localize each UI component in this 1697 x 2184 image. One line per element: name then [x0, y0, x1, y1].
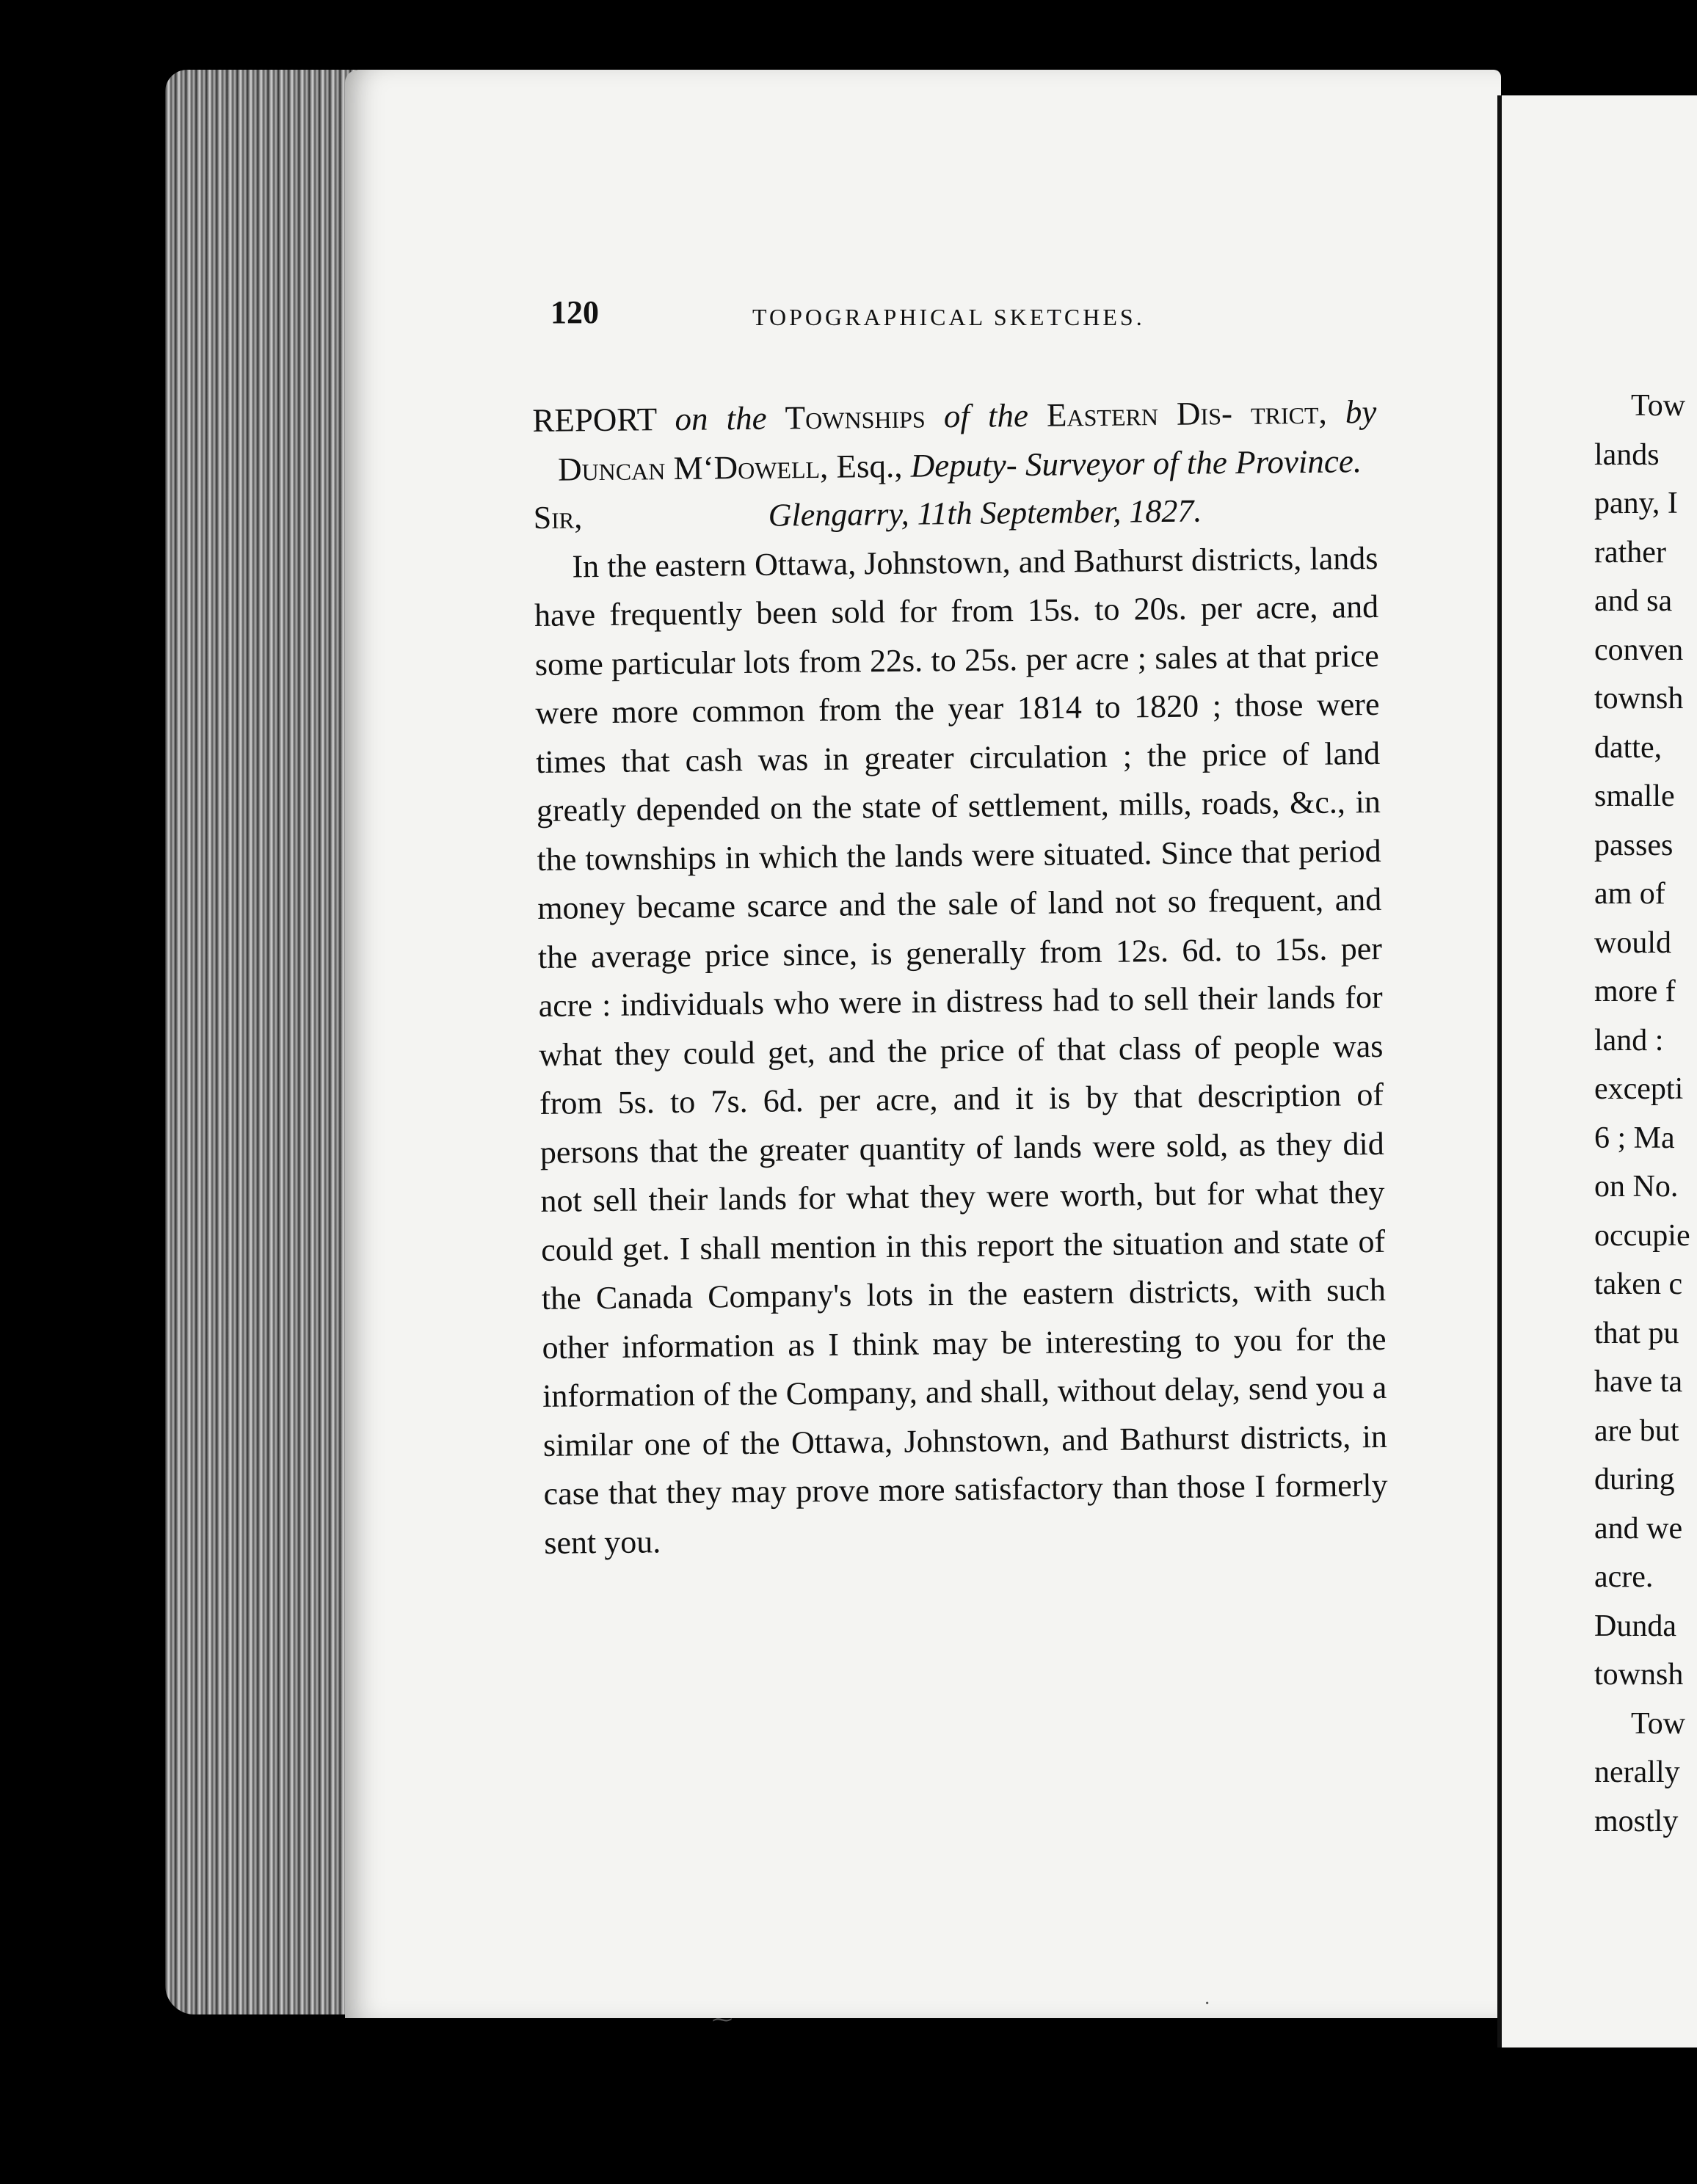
facing-page-line: are but [1594, 1413, 1679, 1448]
facing-page-line: smalle [1594, 779, 1675, 813]
book-page-edges [165, 70, 356, 2014]
facing-page-line: acre. [1594, 1560, 1654, 1594]
facing-page-line: would [1594, 925, 1671, 960]
dateline: Glengarry, 11th September, 1827. [768, 492, 1202, 534]
facing-page-line: nerally [1594, 1755, 1680, 1789]
body-paragraph: In the eastern Ottawa, Johnstown, and Bathurst districts, lands have frequently been sold for from 15s. to 20s. per acre, and some particular lots from 22s. to 25s. per acre ; sales at that price were more common from the year 1814 to 1820 ; those were times that cash was in greater circulation ; the price of land greatly depended on the state of settlement, mills, roads, &c., in the townships in which the lands were situated. Since that period money became scarce and the sale of land not so frequent, and the average price since, is generally from 12s. 6d. to 15s. per acre : individuals who were in distress had to sell their lands for what they could get, and the price of that class of people was from 5s. to 7s. 6d. per acre, and it is by that description of persons that the greater quantity of lands were sold, as they did not sell their lands for what they were worth, but for what they could get. I shall mention in this report the situation and state of the Canada Company's lots in the eastern districts, with such other information as I think may be interesting to you for the information of the Company, and shall, without delay, send you a similar one of the Ottawa, Johnstown, and Bathurst districts, in case that they may prove more satisfactory than those I formerly sent you. [534, 539, 1388, 1561]
facing-page-line: on No. [1594, 1170, 1679, 1204]
facing-page-line: have ta [1594, 1365, 1683, 1399]
facing-page-line: land : [1594, 1023, 1664, 1058]
facing-page-line: Tow [1631, 389, 1686, 423]
facing-page-line: and we [1594, 1511, 1683, 1546]
facing-page-line: and sa [1594, 584, 1673, 618]
page-speck: · [1204, 1992, 1211, 2015]
facing-page-line: passes [1594, 828, 1674, 862]
facing-page-line: townsh [1594, 682, 1684, 716]
facing-page-line: during [1594, 1463, 1675, 1496]
facing-page-line: more f [1594, 975, 1676, 1008]
facing-page-line: rather [1594, 535, 1666, 569]
facing-page-line: taken c [1594, 1267, 1683, 1301]
salutation-line [533, 485, 1378, 543]
facing-page-line: conven [1594, 633, 1684, 667]
facing-page-line: excepti [1594, 1072, 1684, 1106]
facing-page-line: am of [1594, 877, 1665, 911]
facing-page-line: Dunda [1594, 1609, 1676, 1643]
page-text [532, 387, 1389, 1568]
facing-page-line: townsh [1594, 1658, 1684, 1692]
facing-page-line: that pu [1594, 1316, 1679, 1350]
facing-page-text [1594, 382, 1690, 1846]
facing-page-line: pany, I [1594, 487, 1678, 520]
page-header [550, 294, 1196, 338]
facing-page-line: lands [1594, 437, 1660, 472]
page-number: 120 [550, 294, 599, 330]
salutation: Sir, [533, 499, 583, 536]
facing-page-line: occupie [1594, 1218, 1690, 1253]
report-title: REPORT on the Townships of the Eastern Dis- trict, by Duncan M‘Dowell, Esq., Deputy- Surveyor of the Province. [532, 393, 1377, 488]
running-title: TOPOGRAPHICAL SKETCHES. [752, 304, 1145, 330]
facing-page-line: 6 ; Ma [1594, 1121, 1675, 1155]
facing-page-line: Tow [1631, 1706, 1686, 1741]
facing-page-line: datte, [1594, 730, 1663, 765]
facing-page-line: mostly [1594, 1804, 1679, 1838]
page-speck: ⁓ [712, 2009, 733, 2031]
